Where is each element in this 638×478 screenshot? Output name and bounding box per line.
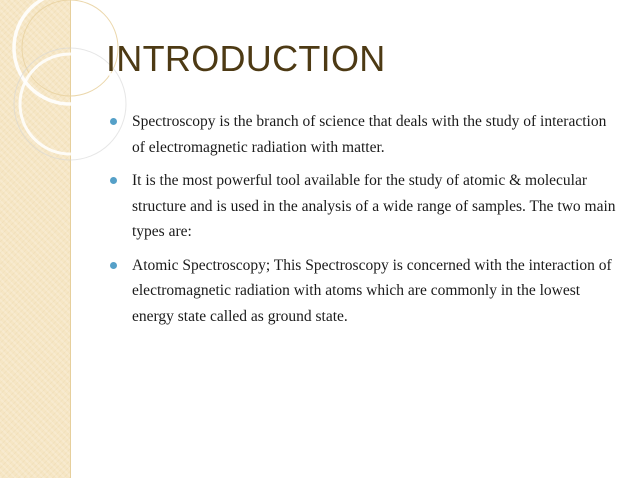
bullet-item bbox=[108, 253, 620, 330]
bullet-item bbox=[108, 109, 620, 160]
bullet-dot-icon bbox=[110, 177, 117, 184]
bullet-dot-icon bbox=[110, 262, 117, 269]
side-panel-edge bbox=[70, 0, 71, 478]
slide-title: INTRODUCTION bbox=[106, 38, 386, 79]
bullet-text: Spectroscopy is the branch of science that deals with the study of interaction of electromagnetic radiation with matter. bbox=[132, 113, 607, 156]
bullet-text: It is the most powerful tool available for the study of atomic & molecular structure and is used in the analysis of a wide range of samples. The two main types are: bbox=[132, 172, 616, 240]
side-panel-texture bbox=[0, 0, 70, 478]
bullet-text: Atomic Spectroscopy; This Spectroscopy is concerned with the interaction of electromagnetic radiation with atoms which are commonly in the lowest energy state called as ground state. bbox=[132, 256, 612, 325]
bullet-list bbox=[108, 109, 620, 337]
bullet-dot-icon bbox=[110, 118, 117, 125]
bullet-item bbox=[108, 168, 620, 245]
